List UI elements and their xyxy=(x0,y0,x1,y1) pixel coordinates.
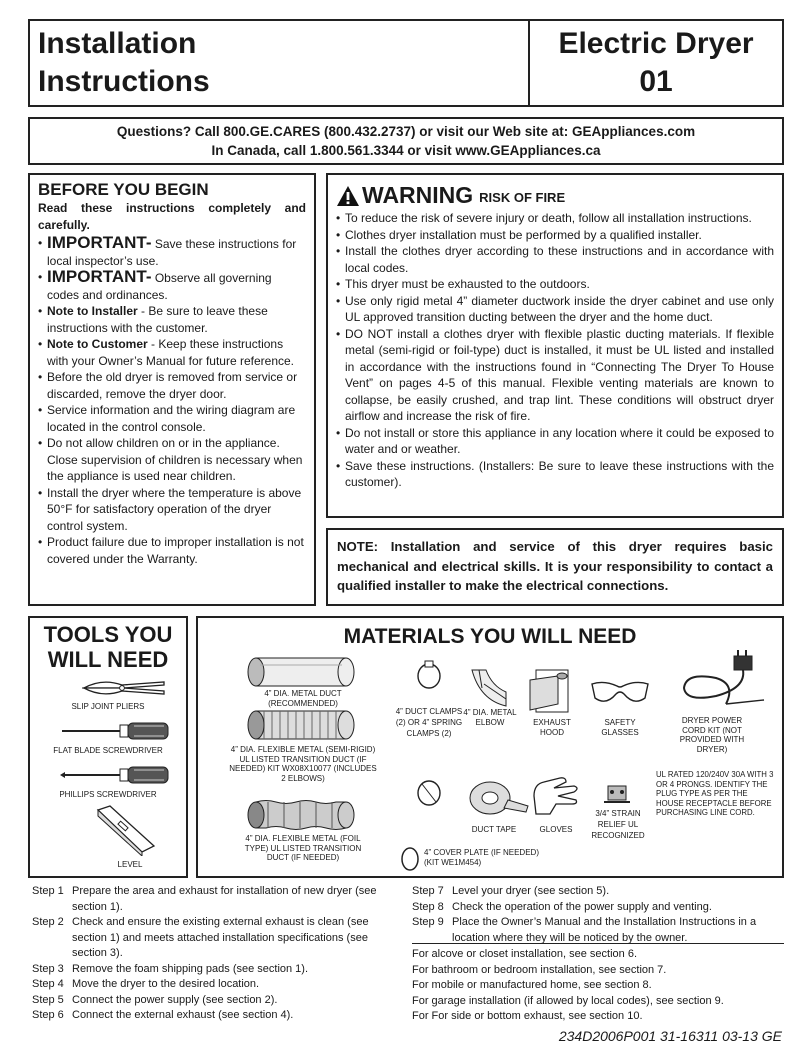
warning-item: • Save these instructions. (Installers: Be sure to leave these instructions with the customer). xyxy=(336,458,774,491)
phillips-screwdriver-icon xyxy=(60,765,170,785)
material-label: 4” DUCT CLAMPS (2) OR 4” SPRING CLAMPS (2) xyxy=(395,707,463,738)
reference-item: For bathroom or bedroom installation, see section 7. xyxy=(412,963,667,976)
warning-title: WARNING xyxy=(362,182,474,208)
power-cord-icon xyxy=(676,648,768,710)
flat-screwdriver-icon xyxy=(60,721,170,741)
title-box xyxy=(28,19,528,107)
step-item: Step 2 Check and ensure the existing external exhaust is clean (see section 1) and meets attached installation specifications (see section 3). xyxy=(32,916,369,959)
materials-section xyxy=(196,616,784,878)
tool-label: SLIP JOINT PLIERS xyxy=(71,702,145,711)
level-icon xyxy=(96,804,156,856)
warning-item: • DO NOT install a clothes dryer with flexible plastic ducting materials. If flexible metal (semi-rigid or foil-type) duct is installed, it must be UL listed and installed in accordance with the instructions found in “Connecting The Dryer To House Vent” on pages 4-5 of this manual. Flexible venting materials are known to collapse, be easily crushed, and trap lint. These conditions will obstruct dryer airflow and increase the risk of fire. xyxy=(336,326,774,425)
materials-heading: MATERIALS YOU WILL NEED xyxy=(343,625,637,648)
intro-text: Read these instructions completely and carefully. xyxy=(38,201,306,232)
duct-tape-icon xyxy=(468,778,530,818)
duct-clamp-icon xyxy=(416,660,442,690)
elbow-icon xyxy=(468,666,508,708)
material-label: 4” COVER PLATE (IF NEEDED) (KIT WE1M454) xyxy=(424,848,539,867)
rigid-duct-icon xyxy=(246,655,356,689)
spring-clamp-icon xyxy=(416,778,442,808)
steps-left xyxy=(32,884,382,1024)
material-label: 4” DIA. FLEXIBLE METAL (FOIL TYPE) UL LISTED TRANSITION DUCT (IF NEEDED) xyxy=(244,834,362,862)
note-text: NOTE: Installation and service of this dryer requires basic mechanical and electrical skills. It is your responsibility to contact a qualified installer to make the electrical connections. xyxy=(337,539,773,593)
note-customer: • Note to Customer - Keep these instructions with your Owner’s Manual for future reference. xyxy=(38,336,306,369)
tools-section xyxy=(28,616,188,878)
step-item: Step 8 Check the operation of the power supply and venting. xyxy=(412,900,712,913)
step-item: Step 3 Remove the foam shipping pads (see section 1). xyxy=(32,962,309,975)
list-item: • Install the dryer where the temperature is above 50°F for satisfactory operation of the dryer control system. xyxy=(38,485,306,535)
warning-item: • Do not install or store this appliance in any location where it could be exposed to water and or weather. xyxy=(336,425,774,458)
semi-rigid-duct-icon xyxy=(246,708,356,742)
step-item: Step 6 Connect the external exhaust (see section 4). xyxy=(32,1009,294,1021)
reference-item: For mobile or manufactured home, see section 8. xyxy=(412,979,652,991)
note-installer: • Note to Installer - Be sure to leave these instructions with the customer. xyxy=(38,303,306,336)
safety-glasses-icon xyxy=(590,678,650,708)
material-label: GLOVES xyxy=(539,825,573,834)
material-label: SAFETY GLASSES xyxy=(601,718,639,737)
warning-item: • To reduce the risk of severe injury or death, follow all installation instructions. xyxy=(336,210,774,227)
exhaust-hood-icon xyxy=(528,666,570,716)
list-item: • Product failure due to improper installation is not covered under the Warranty. xyxy=(38,534,306,567)
warning-item: • Use only rigid metal 4” diameter ductwork inside the dryer cabinet and use only UL approved transition ducting between the dryer and the home duct. xyxy=(336,293,774,326)
material-label: DUCT TAPE xyxy=(471,825,517,834)
contact-canada: In Canada, call 1.800.561.3344 or visit www.GEAppliances.ca xyxy=(211,143,601,158)
product-title: Electric Dryer 01 xyxy=(558,27,754,98)
material-label: DRYER POWER CORD KIT (NOT PROVIDED WITH DRYER) xyxy=(679,716,745,754)
divider xyxy=(412,943,784,944)
section-heading: BEFORE YOU BEGIN xyxy=(38,180,209,199)
tool-label: LEVEL xyxy=(117,860,143,869)
warning-subtitle: RISK OF FIRE xyxy=(479,190,566,205)
part-number: 234D2006P001 31-16311 03-13 GE xyxy=(558,1028,782,1044)
section-references xyxy=(412,947,784,1025)
material-label: EXHAUST HOOD xyxy=(533,718,571,737)
warning-header xyxy=(336,181,774,207)
product-box xyxy=(528,19,784,107)
strain-relief-icon xyxy=(602,780,632,808)
step-item: Step 5 Connect the power supply (see section 2). xyxy=(32,993,278,1006)
contact-us: Questions? Call 800.GE.CARES (800.432.2737) or visit our Web site at: GEAppliances.com xyxy=(116,124,696,139)
warning-item: • Clothes dryer installation must be performed by a qualified installer. xyxy=(336,227,774,244)
ul-rated-text: UL RATED 120/240V 30A WITH 3 OR 4 PRONGS. IDENTIFY THE PLUG TYPE AS PER THE HOUSE RECEPTACLE BEFORE PURCHASING LINE CORD. xyxy=(656,770,774,817)
reference-item: For alcove or closet installation, see section 6. xyxy=(412,948,638,960)
foil-duct-icon xyxy=(246,798,356,832)
warning-section xyxy=(326,173,784,518)
list-item: • Service information and the wiring diagram are located in the control console. xyxy=(38,402,306,435)
warning-triangle-icon xyxy=(336,185,360,207)
material-label: 3/4” STRAIN RELIEF UL RECOGNIZED xyxy=(591,809,645,840)
list-item: • Before the old dryer is removed from service or discarded, remove the dryer door. xyxy=(38,369,306,402)
warning-item: • This dryer must be exhausted to the outdoors. xyxy=(336,276,774,293)
gloves-icon xyxy=(530,774,582,822)
contact-box xyxy=(28,117,784,165)
material-label: 4” DIA. METAL DUCT (RECOMMENDED) xyxy=(264,689,342,708)
document-title: Installation Instructions xyxy=(38,27,210,98)
important-item: • IMPORTANT- Observe all governing codes and ordinances. xyxy=(38,269,306,303)
warning-item: • Install the clothes dryer according to these instructions and in accordance with local codes. xyxy=(336,243,774,276)
step-item: Step 9 Place the Owner’s Manual and the Installation Instructions in a location where they will be noticed by the owner. xyxy=(412,916,757,944)
cover-plate-icon xyxy=(400,846,420,872)
pliers-icon xyxy=(82,676,166,700)
step-item: Step 1 Prepare the area and exhaust for installation of new dryer (see section 1). xyxy=(32,885,377,913)
list-item: • Do not allow children on or in the appliance. Close supervision of children is necessary when the appliance is used near children. xyxy=(38,435,306,485)
material-label: 4” DIA. FLEXIBLE METAL (SEMI-RIGID) UL LISTED TRANSITION DUCT (IF NEEDED) KIT WX08X10077 (INCLUDES 2 ELBOWS) xyxy=(229,745,377,783)
important-item: • IMPORTANT- Save these instructions for local inspector’s use. xyxy=(38,235,306,269)
material-label: 4” DIA. METAL ELBOW xyxy=(463,708,517,727)
step-item: Step 4 Move the dryer to the desired location. xyxy=(32,978,260,990)
reference-item: For For side or bottom exhaust, see section 10. xyxy=(412,1010,643,1022)
step-item: Step 7 Level your dryer (see section 5). xyxy=(412,885,610,897)
steps-right xyxy=(412,884,784,946)
tool-label: FLAT BLADE SCREWDRIVER xyxy=(53,746,163,755)
tool-label: PHILLIPS SCREWDRIVER xyxy=(59,790,157,799)
note-section xyxy=(326,528,784,606)
tools-heading: TOOLS YOU WILL NEED xyxy=(43,622,173,672)
reference-item: For garage installation (if allowed by local codes), see section 9. xyxy=(412,994,724,1007)
before-you-begin-section xyxy=(28,173,316,606)
